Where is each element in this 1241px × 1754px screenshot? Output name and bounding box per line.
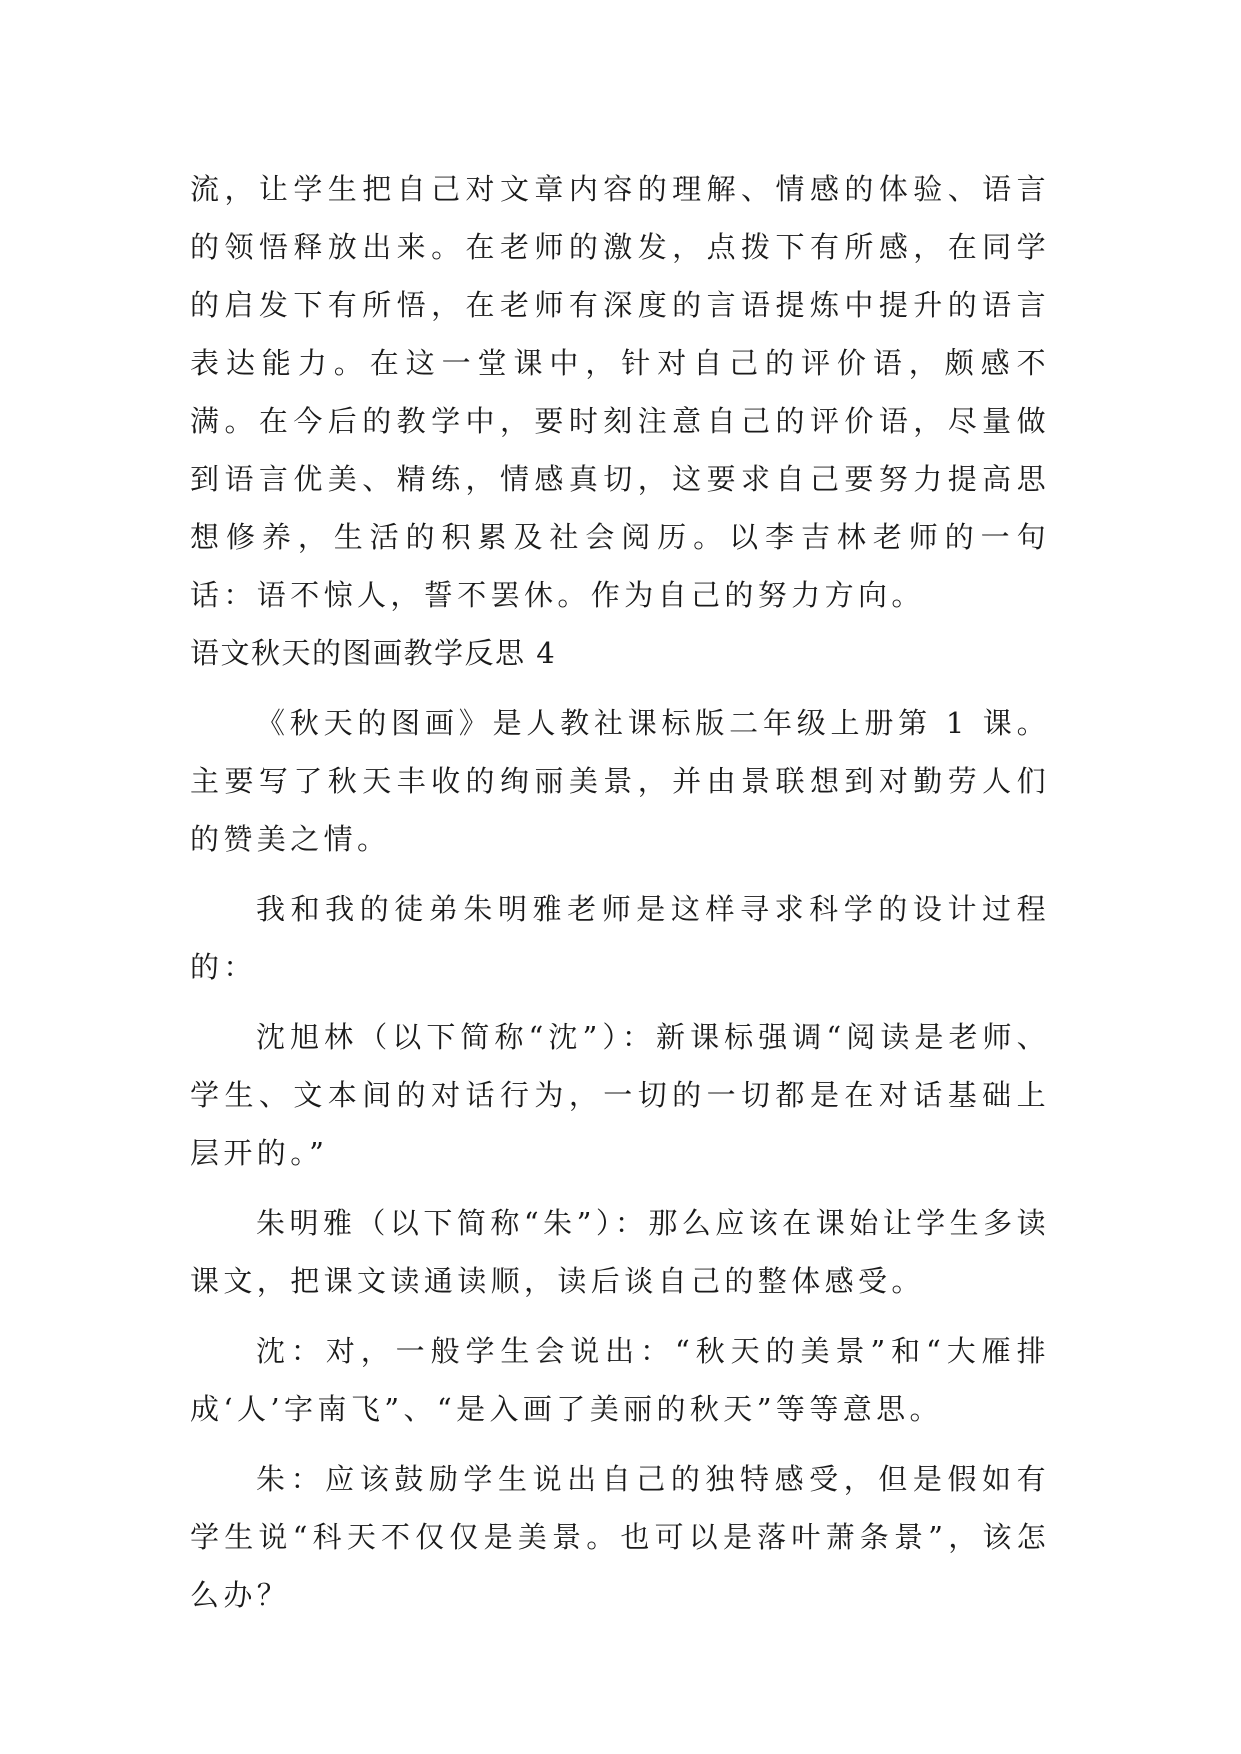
paragraph-dialogue-zhu-2: 朱：应该鼓励学生说出自己的独特感受，但是假如有学生说“科天不仅仅是美景。也可以是落叶萧条景”，该怎么办？ — [190, 1462, 1050, 1612]
paragraph-intro: 《秋天的图画》是人教社课标版二年级上册第 1 课。主要写了秋天丰收的绚丽美景，并由景联想到对勤劳人们的赞美之情。 — [190, 706, 1050, 856]
paragraph-design: 我和我的徒弟朱明雅老师是这样寻求科学的设计过程的： — [190, 892, 1050, 984]
paragraph-dialogue-shen-2: 沈：对，一般学生会说出：“秋天的美景”和“大雁排成‘人’字南飞”、“是入画了美丽的秋天”等等意思。 — [190, 1334, 1050, 1426]
section-heading: 语文秋天的图画教学反思 4 — [190, 636, 557, 670]
spacer — [190, 1438, 1050, 1450]
paragraph-continuation: 流，让学生把自己对文章内容的理解、情感的体验、语言的领悟释放出来。在老师的激发，点拨下有所感，在同学的启发下有所悟，在老师有深度的言语提炼中提升的语言表达能力。在这一堂课中，针对自己的评价语，颇感不满。在今后的教学中，要时刻注意自己的评价语，尽量做到语言优美、精练，情感真切，这要求自己要努力提高思想修养，生活的积累及社会阅历。以李吉林老师的一句话：语不惊人，誓不罢休。作为自己的努力方向。 — [190, 172, 1050, 612]
spacer — [190, 1182, 1050, 1194]
document-body — [190, 160, 1050, 1624]
paragraph-dialogue-zhu-1: 朱明雅（以下简称“朱”）：那么应该在课始让学生多读课文，把课文读通读顺，读后谈自己的整体感受。 — [190, 1206, 1050, 1298]
paragraph-dialogue-shen-1: 沈旭林（以下简称“沈”）：新课标强调“阅读是老师、学生、文本间的对话行为，一切的一切都是在对话基础上层开的。” — [190, 1020, 1050, 1170]
spacer — [190, 868, 1050, 880]
spacer — [190, 996, 1050, 1008]
spacer — [190, 682, 1050, 694]
spacer — [190, 1310, 1050, 1322]
